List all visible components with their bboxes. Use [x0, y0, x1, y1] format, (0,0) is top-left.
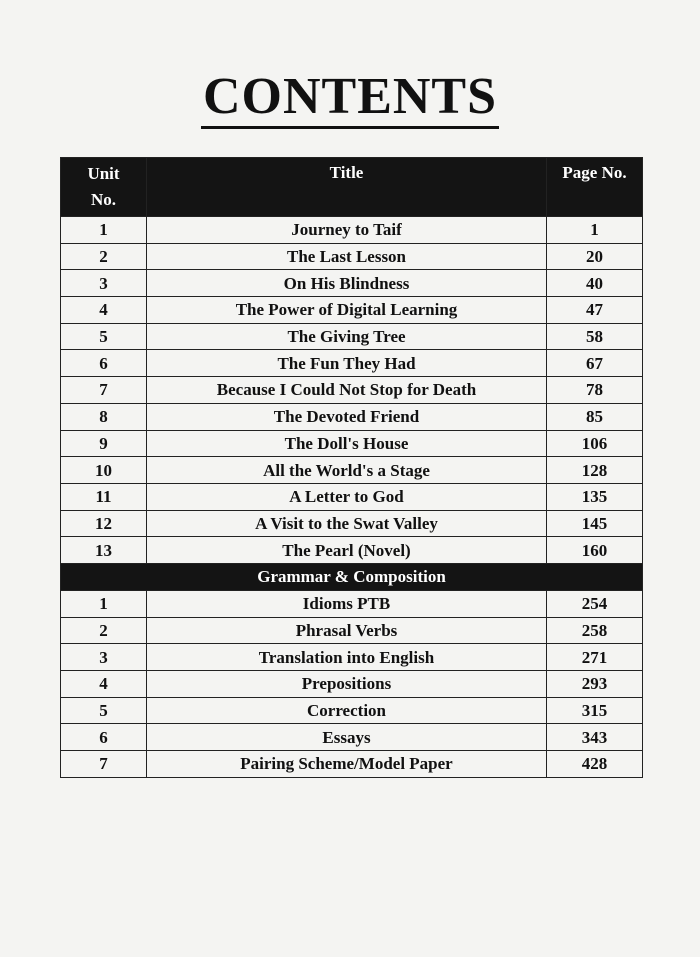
page-number: 47 — [547, 297, 643, 324]
page-number: 160 — [547, 537, 643, 564]
unit-number: 7 — [61, 377, 147, 404]
chapter-title: A Letter to God — [147, 483, 547, 510]
table-row — [61, 724, 643, 751]
unit-number: 5 — [61, 697, 147, 724]
unit-number: 9 — [61, 430, 147, 457]
page-number: 135 — [547, 483, 643, 510]
contents-table — [60, 157, 643, 778]
page-number: 20 — [547, 243, 643, 270]
table-row — [61, 590, 643, 617]
chapter-title: The Fun They Had — [147, 350, 547, 377]
grammar-body — [61, 590, 643, 777]
chapter-title: Idioms PTB — [147, 590, 547, 617]
unit-number: 5 — [61, 323, 147, 350]
table-row — [61, 697, 643, 724]
table-row — [61, 671, 643, 698]
header-row — [61, 158, 643, 217]
chapter-title: Translation into English — [147, 644, 547, 671]
table-row — [61, 751, 643, 778]
unit-number: 13 — [61, 537, 147, 564]
section-row — [61, 563, 643, 590]
table-row — [61, 377, 643, 404]
unit-number: 11 — [61, 483, 147, 510]
page-number: 343 — [547, 724, 643, 751]
chapter-title: The Last Lesson — [147, 243, 547, 270]
table-row — [61, 483, 643, 510]
chapter-title: All the World's a Stage — [147, 457, 547, 484]
chapter-title: Prepositions — [147, 671, 547, 698]
chapter-title: Correction — [147, 697, 547, 724]
page-number: 428 — [547, 751, 643, 778]
chapter-title: The Pearl (Novel) — [147, 537, 547, 564]
unit-number: 10 — [61, 457, 147, 484]
chapter-title: Phrasal Verbs — [147, 617, 547, 644]
chapter-title: A Visit to the Swat Valley — [147, 510, 547, 537]
page-title — [0, 70, 700, 129]
chapter-title: The Power of Digital Learning — [147, 297, 547, 324]
table-row — [61, 350, 643, 377]
table-row — [61, 403, 643, 430]
header-page: Page No. — [547, 158, 643, 217]
table-row — [61, 323, 643, 350]
header-title: Title — [147, 158, 547, 217]
unit-number: 6 — [61, 350, 147, 377]
page-number: 85 — [547, 403, 643, 430]
page-number: 145 — [547, 510, 643, 537]
unit-number: 3 — [61, 270, 147, 297]
table-row — [61, 457, 643, 484]
page-number: 106 — [547, 430, 643, 457]
table-row — [61, 644, 643, 671]
chapter-title: Essays — [147, 724, 547, 751]
page-number: 271 — [547, 644, 643, 671]
page-number: 293 — [547, 671, 643, 698]
chapter-title: Pairing Scheme/Model Paper — [147, 751, 547, 778]
unit-number: 8 — [61, 403, 147, 430]
unit-number: 2 — [61, 243, 147, 270]
unit-number: 2 — [61, 617, 147, 644]
page-number: 258 — [547, 617, 643, 644]
table-row — [61, 617, 643, 644]
page-number: 40 — [547, 270, 643, 297]
header-unit: Unit No. — [61, 158, 147, 217]
unit-number: 7 — [61, 751, 147, 778]
page-number: 1 — [547, 217, 643, 244]
page-number: 315 — [547, 697, 643, 724]
unit-number: 6 — [61, 724, 147, 751]
table-header — [61, 158, 643, 217]
page-number: 78 — [547, 377, 643, 404]
table-row — [61, 430, 643, 457]
section-heading: Grammar & Composition — [61, 563, 643, 590]
page-number: 58 — [547, 323, 643, 350]
table-row — [61, 217, 643, 244]
unit-number: 3 — [61, 644, 147, 671]
unit-number: 4 — [61, 297, 147, 324]
units-body — [61, 217, 643, 564]
chapter-title: The Giving Tree — [147, 323, 547, 350]
chapter-title: Journey to Taif — [147, 217, 547, 244]
unit-number: 4 — [61, 671, 147, 698]
section-body — [61, 563, 643, 590]
table-row — [61, 510, 643, 537]
page-number: 67 — [547, 350, 643, 377]
chapter-title: Because I Could Not Stop for Death — [147, 377, 547, 404]
chapter-title: The Devoted Friend — [147, 403, 547, 430]
unit-number: 1 — [61, 217, 147, 244]
chapter-title: The Doll's House — [147, 430, 547, 457]
table-row — [61, 537, 643, 564]
table-row — [61, 270, 643, 297]
table-row — [61, 297, 643, 324]
page-number: 254 — [547, 590, 643, 617]
unit-number: 12 — [61, 510, 147, 537]
table-row — [61, 243, 643, 270]
page-number: 128 — [547, 457, 643, 484]
page-title-text: CONTENTS — [201, 70, 499, 129]
unit-number: 1 — [61, 590, 147, 617]
chapter-title: On His Blindness — [147, 270, 547, 297]
